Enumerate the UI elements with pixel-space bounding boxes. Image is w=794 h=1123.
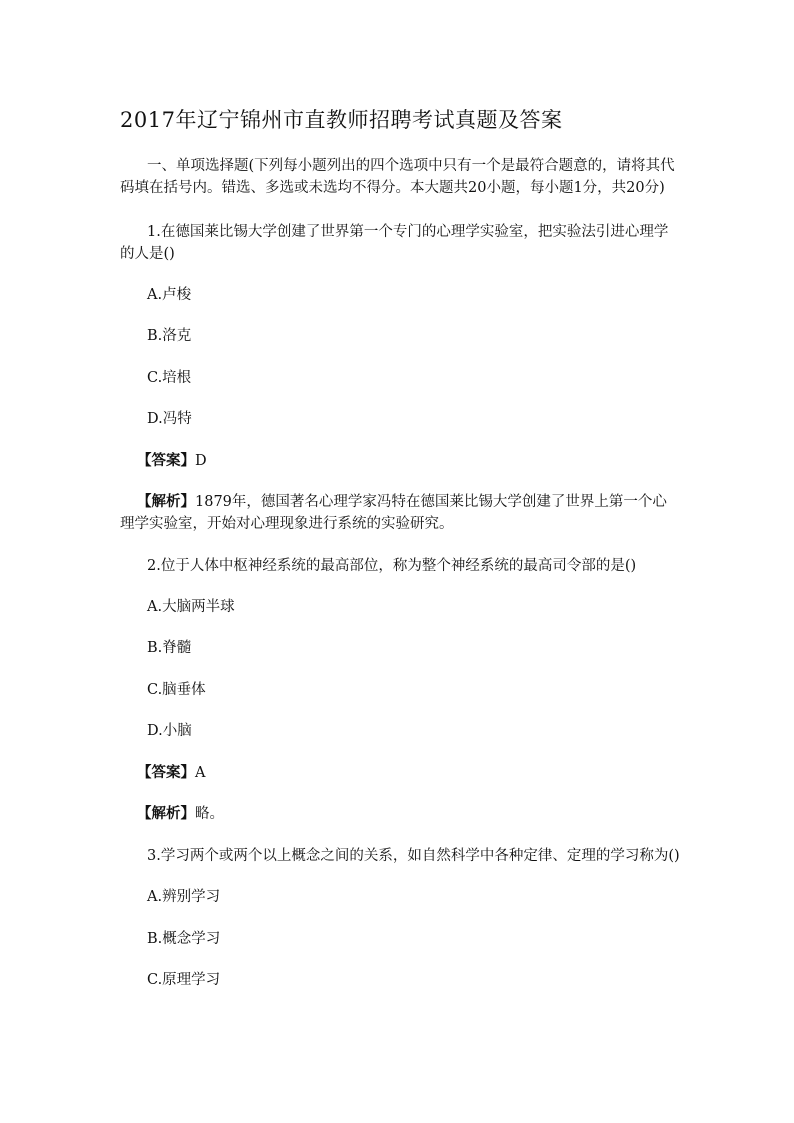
answer-label: 【答案】: [137, 764, 195, 781]
question-1-answer: [137, 450, 207, 472]
question-2-option-b: B.脊髓: [147, 640, 192, 656]
question-3-option-b: B.概念学习: [147, 931, 221, 947]
analysis-text: 1879年，德国著名心理学家冯特在德国莱比锡大学创建了世界上第一个心理学实验室，开始对心理现象进行系统的实验研究。: [120, 494, 667, 532]
analysis-text: 略。: [195, 806, 224, 822]
question-2-option-c: C.脑垂体: [147, 682, 206, 698]
answer-value: D: [195, 453, 207, 469]
answer-label: 【答案】: [137, 452, 195, 469]
question-2-analysis: [137, 803, 224, 825]
question-3-option-c: C.原理学习: [147, 972, 221, 988]
question-3-option-a: A.辨别学习: [147, 889, 221, 905]
question-1-option-b: B.洛克: [147, 328, 192, 344]
section-intro: 一、单项选择题(下列每小题列出的四个选项中只有一个是最符合题意的，请将其代码填在括号内。错选、多选或未选均不得分。本大题共20小题，每小题1分，共20分): [120, 158, 675, 196]
question-3-stem: 3.学习两个或两个以上概念之间的关系，如自然科学中各种定律、定理的学习称为(): [147, 848, 680, 864]
question-2-option-d: D.小脑: [147, 723, 192, 739]
question-1-stem: 1.在德国莱比锡大学创建了世界第一个专门的心理学实验室，把实验法引进心理学的人是(): [120, 224, 669, 262]
question-1-analysis: [120, 491, 680, 535]
question-1-option-d: D.冯特: [147, 411, 192, 427]
page-title: 2017年辽宁锦州市直教师招聘考试真题及答案: [120, 108, 563, 132]
question-2-option-a: A.大脑两半球: [147, 599, 235, 615]
analysis-label: 【解析】: [137, 805, 195, 822]
analysis-label: 【解析】: [137, 493, 195, 510]
question-2-answer: [137, 762, 205, 784]
question-1-option-c: C.培根: [147, 370, 192, 386]
question-2-stem: 2.位于人体中枢神经系统的最高部位，称为整个神经系统的最高司令部的是(): [147, 558, 637, 574]
answer-value: A: [195, 765, 206, 781]
question-1-option-a: A.卢梭: [147, 287, 192, 303]
